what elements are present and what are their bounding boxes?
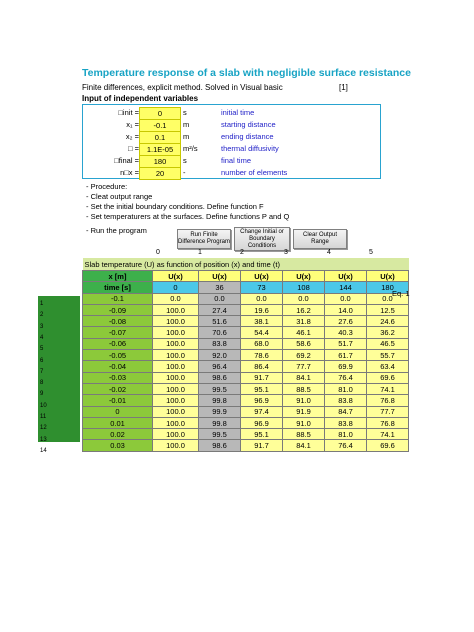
x-value[interactable]: -0.09 [83,304,153,315]
u-value[interactable]: 100.0 [153,361,199,372]
table-row [83,316,409,327]
input-label: □init = [118,108,139,117]
run-finite-difference-button[interactable]: Run Finite Difference Program [177,229,231,249]
column-number: 5 [369,249,373,256]
u-value[interactable]: 16.2 [283,304,325,315]
u-value[interactable]: 95.1 [241,429,283,440]
u-value[interactable]: 74.1 [367,429,409,440]
column-number: 0 [156,249,160,256]
x-value[interactable]: -0.02 [83,383,153,394]
input-description: number of elements [221,168,288,177]
u-value[interactable]: 97.4 [241,406,283,417]
time-value[interactable]: 73 [241,282,283,293]
table-row [83,372,409,383]
u-value[interactable]: 100.0 [153,338,199,349]
u-value[interactable]: 40.3 [325,327,367,338]
u-value[interactable]: 19.6 [241,304,283,315]
u-header: U(x) [199,271,241,282]
table-row [83,383,409,394]
x-value[interactable]: 0.02 [83,429,153,440]
column-number: 4 [327,249,331,256]
u-value[interactable]: 76.8 [367,417,409,428]
x-value[interactable]: -0.01 [83,395,153,406]
sheet-subtitle: Finite differences, explicit method. Solved in Visual basic [82,83,283,92]
u-value[interactable]: 24.6 [367,316,409,327]
u-value[interactable]: 31.8 [283,316,325,327]
x-value[interactable]: -0.04 [83,361,153,372]
input-description: initial time [221,108,255,117]
u-value[interactable]: 63.4 [367,361,409,372]
u-value[interactable]: 99.5 [199,383,241,394]
procedure-line-2: - Set the initial boundary conditions. Define function F [86,202,264,211]
u-header: U(x) [283,271,325,282]
x-value[interactable]: -0.03 [83,372,153,383]
u-value[interactable]: 84.7 [325,406,367,417]
row-number: 11 [40,414,47,420]
u-value[interactable]: 96.9 [241,395,283,406]
clear-output-button[interactable]: Clear Output Range [293,229,347,249]
equation-label: Eq. 1 [392,289,410,298]
input-value-field[interactable]: 0.1 [139,131,181,144]
u-value[interactable]: 83.8 [325,417,367,428]
sheet-title: Temperature response of a slab with negligible surface resistance [82,67,411,79]
input-row [83,119,380,131]
u-value[interactable]: 58.6 [283,338,325,349]
u-value[interactable]: 76.8 [367,395,409,406]
table-row [83,440,409,451]
u-value[interactable]: 100.0 [153,406,199,417]
u-value[interactable]: 0.0 [325,293,367,304]
u-value[interactable]: 98.6 [199,372,241,383]
input-row [83,167,380,179]
u-value[interactable]: 55.7 [367,350,409,361]
table-row [83,304,409,315]
time-value[interactable]: 108 [283,282,325,293]
u-header: U(x) [367,271,409,282]
input-row [83,155,380,167]
u-value[interactable]: 100.0 [153,395,199,406]
input-unit: m [183,120,190,129]
input-row [83,131,380,143]
u-value[interactable]: 77.7 [367,406,409,417]
x-value[interactable]: 0 [83,406,153,417]
input-label: n□x = [120,168,139,177]
table-row [83,395,409,406]
table-row [83,417,409,428]
u-value[interactable]: 69.2 [283,350,325,361]
input-description: starting distance [221,120,276,129]
input-value-field[interactable]: 0 [139,107,181,120]
column-number: 2 [240,249,244,256]
row-number: 2 [40,312,44,319]
u-value[interactable]: 69.6 [367,440,409,451]
time-value[interactable]: 144 [325,282,367,293]
input-label: □final = [114,156,139,165]
u-value[interactable]: 84.1 [283,372,325,383]
u-value[interactable]: 100.0 [153,350,199,361]
row-number: 12 [40,425,47,432]
u-value[interactable]: 88.5 [283,429,325,440]
u-value[interactable]: 91.0 [283,395,325,406]
table-row [83,361,409,372]
table-caption: Slab temperature (U) as function of position (x) and time (t) [83,258,409,271]
u-value[interactable]: 91.7 [241,440,283,451]
x-value[interactable]: -0.07 [83,327,153,338]
row-number: 5 [40,346,44,353]
reference-label: [1] [339,83,348,92]
procedure-line-0: - Procedure: [86,182,128,191]
x-value[interactable]: -0.06 [83,338,153,349]
u-value[interactable]: 98.6 [199,440,241,451]
input-unit: - [183,168,186,177]
u-value[interactable]: 96.4 [199,361,241,372]
row-number: 14 [40,447,47,454]
u-value[interactable]: 0.0 [283,293,325,304]
u-value[interactable]: 68.0 [241,338,283,349]
input-description: final time [221,156,252,165]
input-unit: m²/s [183,144,198,153]
x-value[interactable]: -0.1 [83,293,153,304]
input-value-field[interactable]: 20 [139,167,181,180]
u-value[interactable]: 46.1 [283,327,325,338]
u-value[interactable]: 46.5 [367,338,409,349]
table-row [83,327,409,338]
table-row [83,406,409,417]
row-number: 8 [40,380,44,387]
u-value[interactable]: 51.7 [325,338,367,349]
procedure-line-1: - Cleat output range [86,192,153,201]
row-number: 7 [40,368,44,375]
u-value[interactable]: 100.0 [153,440,199,451]
u-value[interactable]: 83.8 [325,395,367,406]
change-conditions-button[interactable]: Change Initial or Boundary Conditions [234,227,290,251]
row-number: 1 [40,301,44,307]
table-row [83,350,409,361]
u-value[interactable]: 81.0 [325,383,367,394]
u-value[interactable]: 100.0 [153,417,199,428]
x-header: x [m] [83,271,153,282]
u-value[interactable]: 77.7 [283,361,325,372]
u-value[interactable]: 83.8 [199,338,241,349]
u-value[interactable]: 96.9 [241,417,283,428]
x-value[interactable]: 0.01 [83,417,153,428]
run-program-label: - Run the program [86,226,147,235]
u-header: U(x) [153,271,199,282]
u-value[interactable]: 51.6 [199,316,241,327]
time-value[interactable]: 180 [367,282,409,293]
x-value[interactable]: 0.03 [83,440,153,451]
input-heading: Input of independent variables [82,94,199,103]
u-value[interactable]: 95.1 [241,383,283,394]
u-value[interactable]: 84.1 [283,440,325,451]
u-value[interactable]: 38.1 [241,316,283,327]
table-row [83,429,409,440]
input-panel [82,104,381,179]
x-value[interactable]: -0.08 [83,316,153,327]
u-value[interactable]: 99.8 [199,417,241,428]
row-number: 9 [40,391,44,398]
u-value[interactable]: 88.5 [283,383,325,394]
procedure-line-3: - Set temperaturers at the surfaces. Define functions P and Q [86,212,290,221]
u-value[interactable]: 100.0 [153,429,199,440]
temperature-table [82,258,409,452]
row-number: 10 [40,402,47,409]
column-number: 3 [284,249,288,256]
table-row [83,338,409,349]
u-value[interactable]: 54.4 [241,327,283,338]
row-number: 3 [40,323,44,330]
x-value[interactable]: -0.05 [83,350,153,361]
u-value[interactable]: 0.0 [367,293,409,304]
time-value[interactable]: 0 [153,282,199,293]
u-value[interactable]: 0.0 [199,293,241,304]
input-row [83,143,380,155]
row-number: 13 [40,436,47,443]
u-value[interactable]: 76.4 [325,440,367,451]
row-gradient-bar [38,296,80,442]
u-value[interactable]: 100.0 [153,304,199,315]
u-header: U(x) [241,271,283,282]
u-value[interactable]: 100.0 [153,383,199,394]
u-value[interactable]: 0.0 [241,293,283,304]
u-value[interactable]: 12.5 [367,304,409,315]
u-value[interactable]: 99.5 [199,429,241,440]
table-row [83,293,409,304]
u-value[interactable]: 91.7 [241,372,283,383]
u-value[interactable]: 74.1 [367,383,409,394]
u-value[interactable]: 0.0 [153,293,199,304]
u-value[interactable]: 14.0 [325,304,367,315]
u-value[interactable]: 70.6 [199,327,241,338]
input-description: thermal diffusivity [221,144,279,153]
u-value[interactable]: 86.4 [241,361,283,372]
u-value[interactable]: 69.6 [367,372,409,383]
input-value-field[interactable]: 1.1E-05 [139,143,181,156]
u-value[interactable]: 100.0 [153,372,199,383]
column-number: 1 [198,249,202,256]
input-description: ending distance [221,132,274,141]
row-number: 4 [40,334,44,341]
input-label: x₂ = [125,132,139,141]
u-header: U(x) [325,271,367,282]
input-unit: m [183,132,190,141]
input-label: □ = [128,144,139,153]
row-number: 6 [40,357,44,364]
time-label: time [s] [83,282,153,293]
u-value[interactable]: 91.9 [283,406,325,417]
input-value-field[interactable]: -0.1 [139,119,181,132]
u-value[interactable]: 99.9 [199,406,241,417]
u-value[interactable]: 92.0 [199,350,241,361]
u-value[interactable]: 36.2 [367,327,409,338]
time-value[interactable]: 36 [199,282,241,293]
input-row [83,107,380,119]
input-unit: s [183,108,187,117]
u-value[interactable]: 100.0 [153,316,199,327]
u-value[interactable]: 69.9 [325,361,367,372]
input-unit: s [183,156,187,165]
u-value[interactable]: 76.4 [325,372,367,383]
u-value[interactable]: 27.4 [199,304,241,315]
u-value[interactable]: 91.0 [283,417,325,428]
u-value[interactable]: 61.7 [325,350,367,361]
u-value[interactable]: 99.8 [199,395,241,406]
input-value-field[interactable]: 180 [139,155,181,168]
u-value[interactable]: 27.6 [325,316,367,327]
u-value[interactable]: 81.0 [325,429,367,440]
u-value[interactable]: 78.6 [241,350,283,361]
u-value[interactable]: 100.0 [153,327,199,338]
input-label: x₁ = [126,120,139,129]
